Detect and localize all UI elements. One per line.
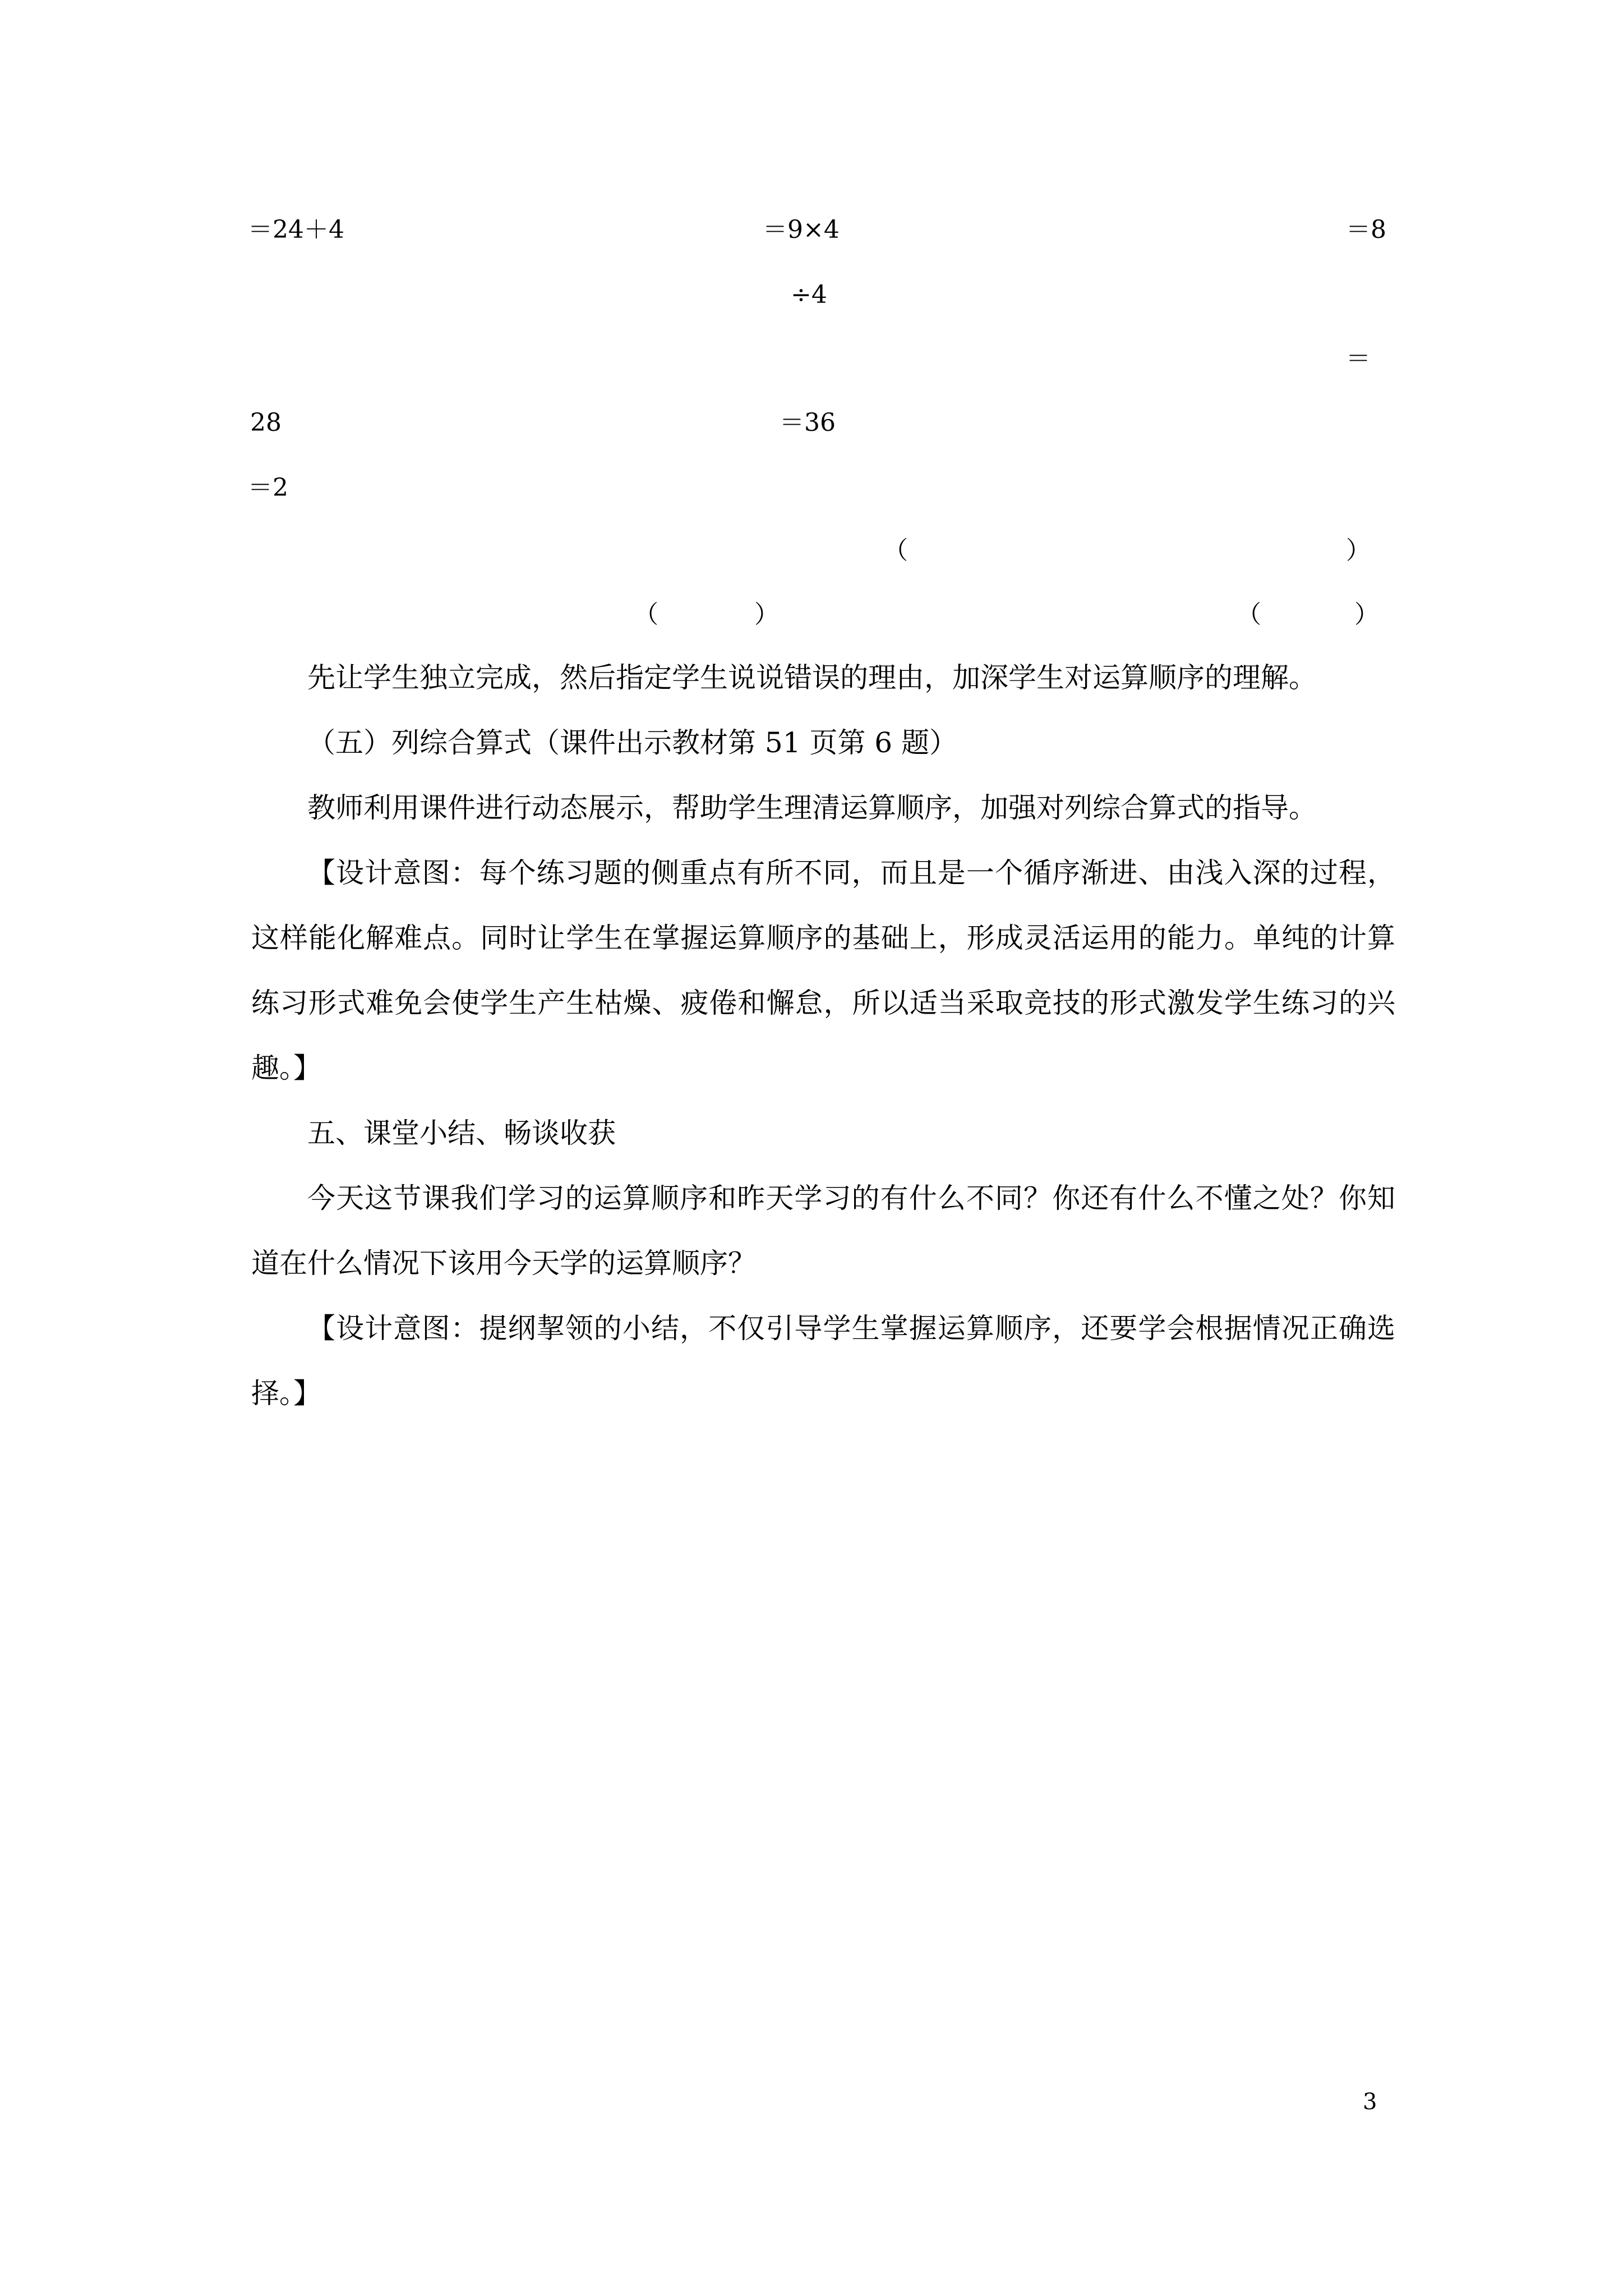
answer-bracket-wide-close: ）: [1346, 536, 1371, 565]
answer-bracket-right-open: （: [1237, 600, 1261, 629]
paragraph-teacher-demo: 教师利用课件进行动态展示，帮助学生理清运算顺序，加强对列综合算式的指导。: [307, 792, 1317, 824]
answer-bracket-mid-open: （: [634, 600, 658, 629]
paragraph-design-intent-2: 【设计意图：提纲挈领的小结，不仅引导学生掌握运算顺序，还要学会根据情况正确选择。】: [251, 1312, 1395, 1410]
equation-col2-line2: ÷4: [791, 280, 827, 309]
equation-col1-line1: ＝24＋4: [248, 215, 344, 244]
paragraph-summary-heading: 五、课堂小结、畅谈收获: [307, 1117, 616, 1149]
page-number: 3: [1363, 2089, 1377, 2115]
paragraph-section-five-heading: （五）列综合算式（课件出示教材第 51 页第 6 题）: [307, 726, 958, 759]
answer-bracket-right-close: ）: [1354, 600, 1379, 629]
equation-col2-line3: ＝36: [780, 408, 836, 437]
paragraph-design-intent-1: 【设计意图：每个练习题的侧重点有所不同，而且是一个循序渐进、由浅入深的过程，这样能化解难点。同时让学生在掌握运算顺序的基础上，形成灵活运用的能力。单纯的计算练习形式难免会使学生产生枯燥、疲倦和懈怠，所以适当采取竞技的形式激发学生练习的兴趣。】: [251, 857, 1395, 1084]
equation-col1-line3: ＝2: [248, 473, 288, 502]
answer-bracket-wide-open: （: [883, 536, 908, 565]
equation-col3-equals: ＝: [1346, 344, 1371, 373]
equation-col2-line1: ＝9×4: [763, 215, 840, 244]
paragraph-summary-questions: 今天这节课我们学习的运算顺序和昨天学习的有什么不同？你还有什么不懂之处？你知道在什么情况下该用今天学的运算顺序？: [251, 1182, 1395, 1280]
equation-col3-line1: ＝8: [1346, 215, 1386, 244]
paragraph-independent-work: 先让学生独立完成，然后指定学生说说错误的理由，加深学生对运算顺序的理解。: [307, 661, 1317, 694]
answer-bracket-mid-close: ）: [754, 600, 779, 629]
equation-col1-line2: 28: [250, 408, 282, 437]
